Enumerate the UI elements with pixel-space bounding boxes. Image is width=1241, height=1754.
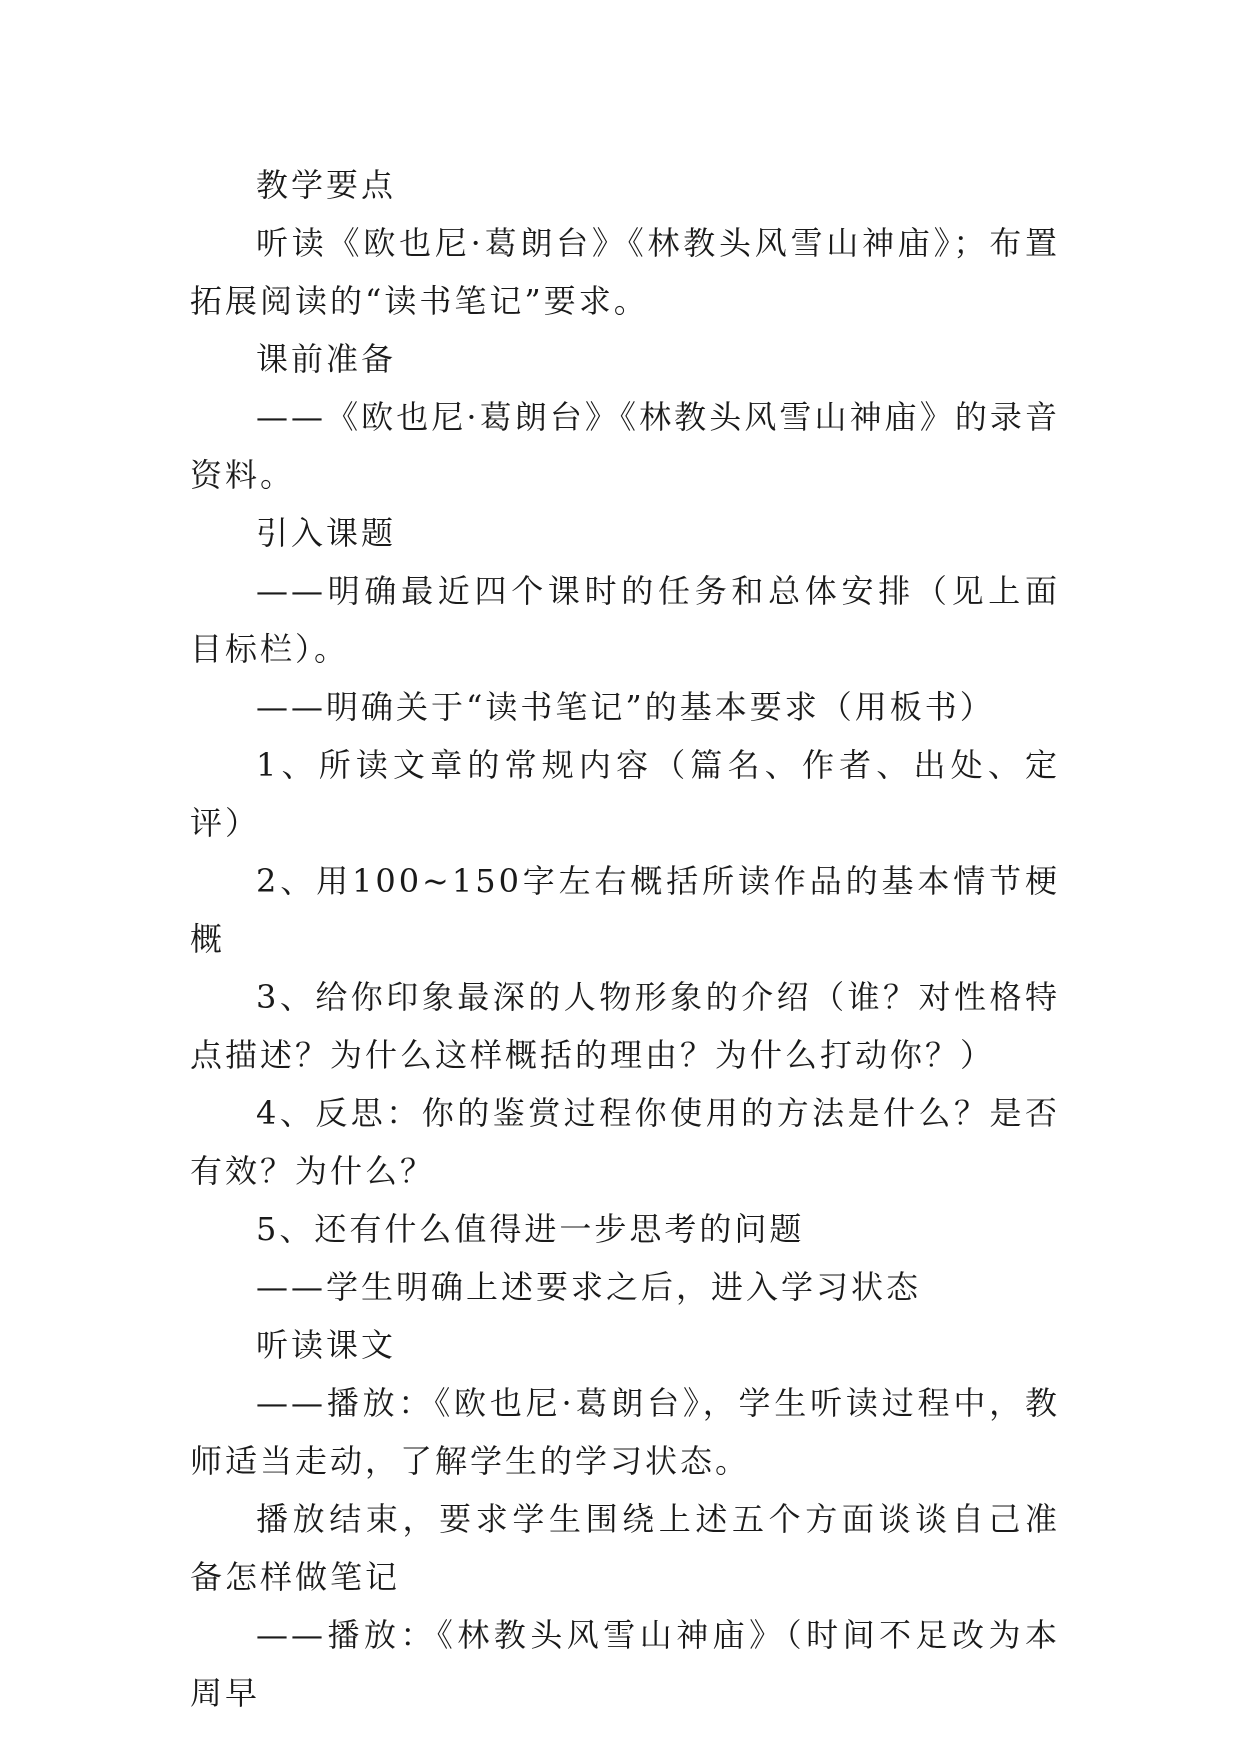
list-item: 5、还有什么值得进一步思考的问题 <box>256 1210 805 1248</box>
paragraph: 播放结束，要求学生围绕上述五个方面谈谈自己准备怎样做笔记 <box>190 1500 1060 1596</box>
paragraph: ——明确关于“读书笔记”的基本要求（用板书） <box>256 688 995 726</box>
paragraph: 听读《欧也尼·葛朗台》《林教头风雪山神庙》；布置拓展阅读的“读书笔记”要求。 <box>190 224 1060 320</box>
section-heading-listening: 听读课文 <box>256 1326 397 1364</box>
list-item: 4、反思：你的鉴赏过程你使用的方法是什么？是否有效？为什么？ <box>190 1094 1060 1190</box>
section-heading-preparation: 课前准备 <box>256 340 397 378</box>
list-item: 3、给你印象最深的人物形象的介绍（谁？对性格特点描述？为什么这样概括的理由？为什么打动你？） <box>190 978 1060 1074</box>
paragraph: ——学生明确上述要求之后，进入学习状态 <box>256 1268 922 1306</box>
list-item: 1、所读文章的常规内容（篇名、作者、出处、定评） <box>190 746 1060 842</box>
list-item: 2、用100~150字左右概括所读作品的基本情节梗概 <box>190 862 1060 958</box>
paragraph: ——明确最近四个课时的任务和总体安排（见上面目标栏）。 <box>190 572 1060 668</box>
paragraph: ——《欧也尼·葛朗台》《林教头风雪山神庙》的录音资料。 <box>190 398 1060 494</box>
paragraph: ——播放：《林教头风雪山神庙》（时间不足改为本周早 <box>190 1616 1060 1712</box>
paragraph: ——播放：《欧也尼·葛朗台》，学生听读过程中，教师适当走动，了解学生的学习状态。 <box>190 1384 1060 1480</box>
document-body <box>190 156 1060 1722</box>
section-heading-teaching-points: 教学要点 <box>256 166 397 204</box>
section-heading-introduction: 引入课题 <box>256 514 397 552</box>
